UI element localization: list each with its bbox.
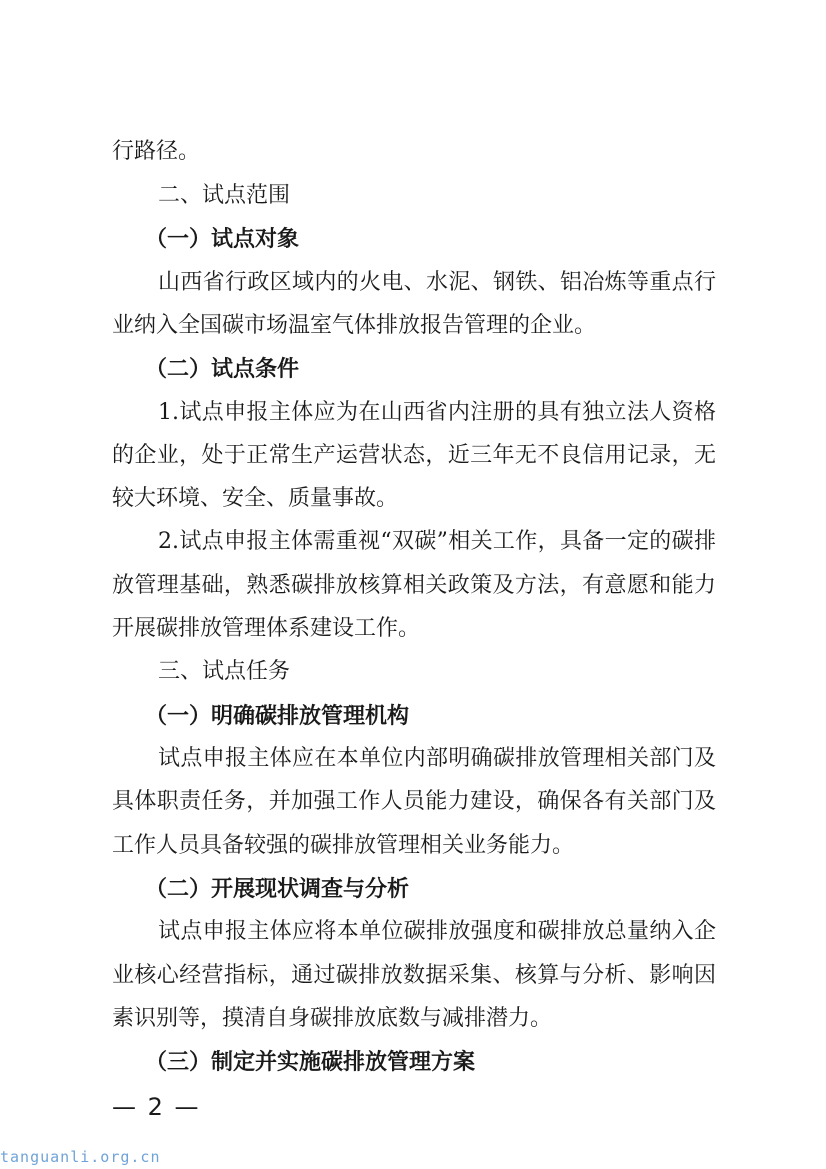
body-text-line: 行路径。 (112, 139, 201, 164)
body-text-line: 业核心经营指标，通过碳排放数据采集、核算与分析、影响因 (112, 963, 716, 988)
body-text-line: 1.试点申报主体应为在山西省内注册的具有独立法人资格 (158, 400, 716, 425)
body-text-line: 具体职责任务，并加强工作人员能力建设，确保各有关部门及 (112, 789, 716, 814)
body-text-line: 放管理基础，熟悉碳排放核算相关政策及方法，有意愿和能力 (112, 573, 716, 598)
page-number: — 2 — (112, 1093, 201, 1121)
subsection-heading-objects: （一）试点对象 (145, 226, 300, 252)
body-text-line: 的企业，处于正常生产运营状态，近三年无不良信用记录，无 (112, 443, 716, 468)
body-text-line: 较大环境、安全、质量事故。 (112, 486, 399, 511)
body-text-line: 开展碳排放管理体系建设工作。 (112, 616, 421, 641)
body-text-line: 2.试点申报主体需重视“双碳”相关工作，具备一定的碳排 (158, 529, 716, 554)
section-heading-scope: 二、试点范围 (158, 183, 291, 208)
subsection-heading-survey: （二）开展现状调查与分析 (145, 876, 410, 902)
body-text-line: 山西省行政区域内的火电、水泥、钢铁、铝冶炼等重点行 (158, 270, 716, 295)
site-watermark: tanguanli.org.cn (0, 1148, 161, 1166)
subsection-heading-organization: （一）明确碳排放管理机构 (145, 703, 410, 729)
subsection-heading-plan: （三）制定并实施碳排放管理方案 (145, 1049, 476, 1075)
section-heading-tasks: 三、试点任务 (158, 659, 291, 684)
body-text-line: 业纳入全国碳市场温室气体排放报告管理的企业。 (112, 313, 597, 338)
body-text-line: 试点申报主体应在本单位内部明确碳排放管理相关部门及 (158, 746, 716, 771)
body-text-line: 试点申报主体应将本单位碳排放强度和碳排放总量纳入企 (158, 919, 716, 944)
subsection-heading-conditions: （二）试点条件 (145, 356, 300, 382)
body-text-line: 素识别等，摸清自身碳排放底数与减排潜力。 (112, 1006, 553, 1031)
body-text-line: 工作人员具备较强的碳排放管理相关业务能力。 (112, 833, 575, 858)
